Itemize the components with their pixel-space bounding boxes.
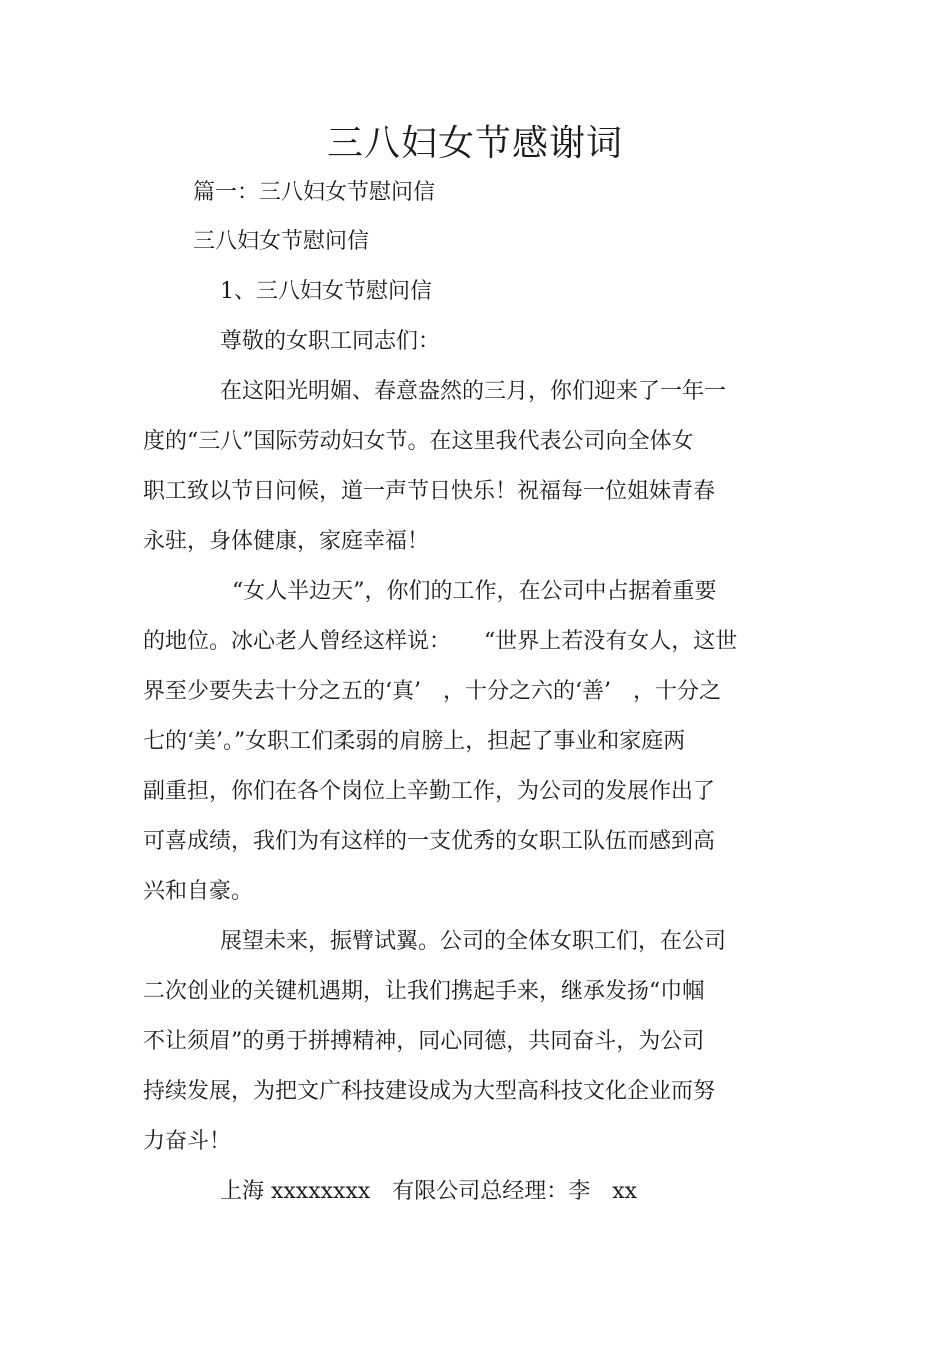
paragraph3-line: 不让须眉”的勇于拼搏精神，同心同德，共同奋斗，为公司 [143, 1029, 705, 1054]
paragraph3-line: 二次创业的关键机遇期，让我们携起手来，继承发扬“巾帼 [143, 979, 705, 1004]
paragraph2-line: 的地位。冰心老人曾经这样说： “世界上若没有女人，这世 [143, 629, 738, 654]
paragraph1-line: 度的“三八”国际劳动妇女节。在这里我代表公司向全体女 [143, 429, 694, 454]
paragraph2-line: 界至少要失去十分之五的‘真’ ，十分之六的‘善’ ，十分之 [143, 679, 721, 704]
paragraph2-line: “女人半边天”，你们的工作，在公司中占据着重要 [232, 579, 717, 604]
signature: 上海 xxxxxxxx 有限公司总经理：李 xx [220, 1179, 638, 1204]
paragraph2-line: 七的‘美’。”女职工们柔弱的肩膀上，担起了事业和家庭两 [143, 729, 686, 754]
paragraph3-line: 力奋斗！ [143, 1129, 232, 1154]
section-heading: 篇一：三八妇女节慰问信 [193, 180, 436, 205]
paragraph3-line: 持续发展，为把文广科技建设成为大型高科技文化企业而努 [143, 1079, 716, 1104]
paragraph2-line: 副重担，你们在各个岗位上辛勤工作，为公司的发展作出了 [143, 779, 716, 804]
paragraph2-line: 可喜成绩，我们为有这样的一支优秀的女职工队伍而感到高 [143, 829, 716, 854]
paragraph1-line: 在这阳光明媚、春意盎然的三月，你们迎来了一年一 [220, 379, 727, 404]
numbered-heading: 1、三八妇女节慰问信 [220, 279, 432, 304]
subheading: 三八妇女节慰问信 [193, 229, 370, 254]
paragraph1-line: 职工致以节日问候，道一声节日快乐！祝福每一位姐妹青春 [143, 479, 716, 504]
paragraph3-line: 展望未来，振臂试翼。公司的全体女职工们，在公司 [220, 929, 727, 954]
document-title: 三八妇女节感谢词 [326, 123, 623, 164]
paragraph2-line: 兴和自豪。 [143, 879, 254, 904]
salutation: 尊敬的女职工同志们： [220, 329, 441, 354]
paragraph1-line: 永驻，身体健康，家庭幸福！ [143, 529, 430, 554]
